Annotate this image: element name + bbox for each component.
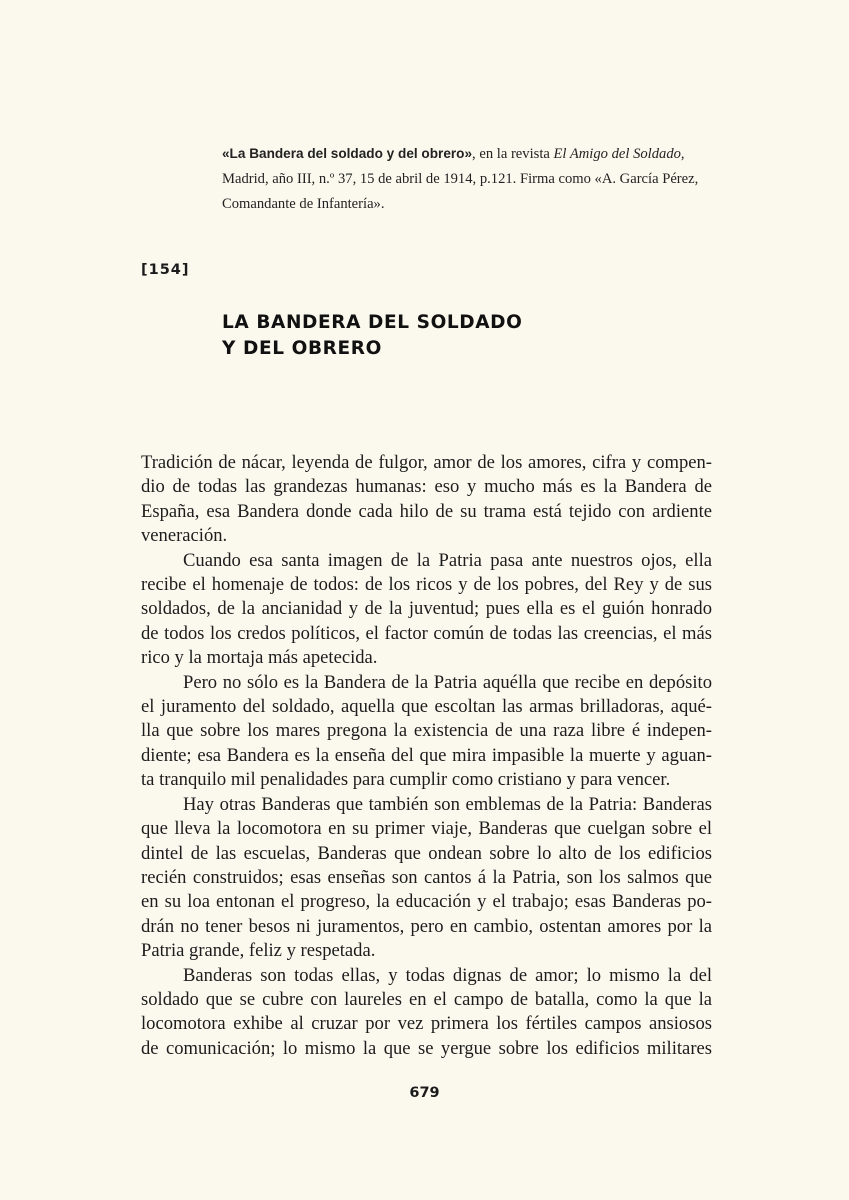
title-line-1: LA BANDERA DEL SOLDADO (222, 312, 523, 333)
paragraph-line: Patria grande, feliz y respetada. (141, 940, 376, 962)
paragraph-line: locomotora exhibe al cruzar por vez primera los fértiles campos ansiosos (141, 1013, 712, 1035)
source-note (222, 141, 712, 217)
document-title (222, 310, 522, 362)
paragraph-line: soldado que se cubre con laureles en el campo de batalla, como la que la (141, 988, 712, 1010)
page-number: 679 (409, 1085, 440, 1101)
paragraph-line: el juramento del soldado, aquella que escoltan las armas brilladoras, aqué- (141, 696, 712, 718)
paragraph-line: recibe el homenaje de todos: de los ricos y de los pobres, del Rey y de sus (141, 574, 712, 596)
paragraph (141, 671, 712, 793)
paragraph-line: de todos los credos políticos, el factor común de todas las creencias, el más (141, 622, 712, 644)
source-note-magazine: El Amigo del Soldado (553, 146, 681, 162)
paragraph (141, 793, 712, 964)
paragraph-line: drán no tener besos ni juramentos, pero en cambio, ostentan amores por la (141, 915, 712, 937)
paragraph-line: Pero no sólo es la Bandera de la Patria aquélla que recibe en depósito (183, 671, 712, 693)
source-note-bold-title: «La Bandera del soldado y del obrero» (222, 146, 473, 161)
paragraph-line: Banderas son todas ellas, y todas dignas de amor; lo mismo la del (183, 964, 712, 986)
paragraph-line: de comunicación; lo mismo la que se yergue sobre los edificios militares (141, 1037, 712, 1059)
source-note-line-1 (222, 141, 712, 167)
paragraph-line: España, esa Bandera donde cada hilo de su trama está tejido con ardiente (141, 500, 712, 522)
body-text (141, 451, 712, 1061)
paragraph-line: en su loa entonan el progreso, la educación y el trabajo; esas Banderas po- (141, 891, 712, 913)
paragraph-line: ta tranquilo mil penalidades para cumplir como cristiano y para vencer. (141, 769, 671, 791)
document-number: [154] (141, 262, 190, 278)
title-line-2: Y DEL OBRERO (222, 338, 382, 359)
paragraph-line: que lleva la locomotora en su primer viaje, Banderas que cuelgan sobre el (141, 818, 712, 840)
paragraph-line: soldados, de la ancianidad y de la juventud; pues ella es el guión honrado (141, 598, 712, 620)
paragraph-line: Hay otras Banderas que también son emblemas de la Patria: Banderas (183, 793, 712, 815)
source-note-line-2: Madrid, año III, n.º 37, 15 de abril de 1914, p.121. Firma como «A. García Pérez, (222, 171, 699, 187)
paragraph-line: diente; esa Bandera es la enseña del que mira impasible la muerte y aguan- (141, 744, 712, 766)
source-note-text-2: , (680, 146, 685, 162)
paragraph-line: Tradición de nácar, leyenda de fulgor, amor de los amores, cifra y compen- (141, 452, 712, 473)
paragraph (141, 451, 712, 549)
paragraph (141, 549, 712, 671)
paragraph-line: dio de todas las grandezas humanas: eso y mucho más es la Bandera de (141, 476, 712, 498)
source-note-line-3: Comandante de Infantería». (222, 196, 385, 212)
paragraph-line: lla que sobre los mares pregona la existencia de una raza libre é indepen- (141, 720, 712, 742)
paragraph (141, 964, 712, 1062)
paragraph-line: veneración. (141, 525, 228, 547)
paragraph-line: dintel de las escuelas, Banderas que ondean sobre lo alto de los edificios (141, 842, 712, 864)
paragraph-line: recién construidos; esas enseñas son cantos á la Patria, son los salmos que (141, 866, 712, 888)
paragraph-line: Cuando esa santa imagen de la Patria pasa ante nuestros ojos, ella (183, 549, 712, 571)
source-note-text-1: , en la revista (472, 146, 554, 162)
paragraph-line: rico y la mortaja más apetecida. (141, 647, 378, 669)
